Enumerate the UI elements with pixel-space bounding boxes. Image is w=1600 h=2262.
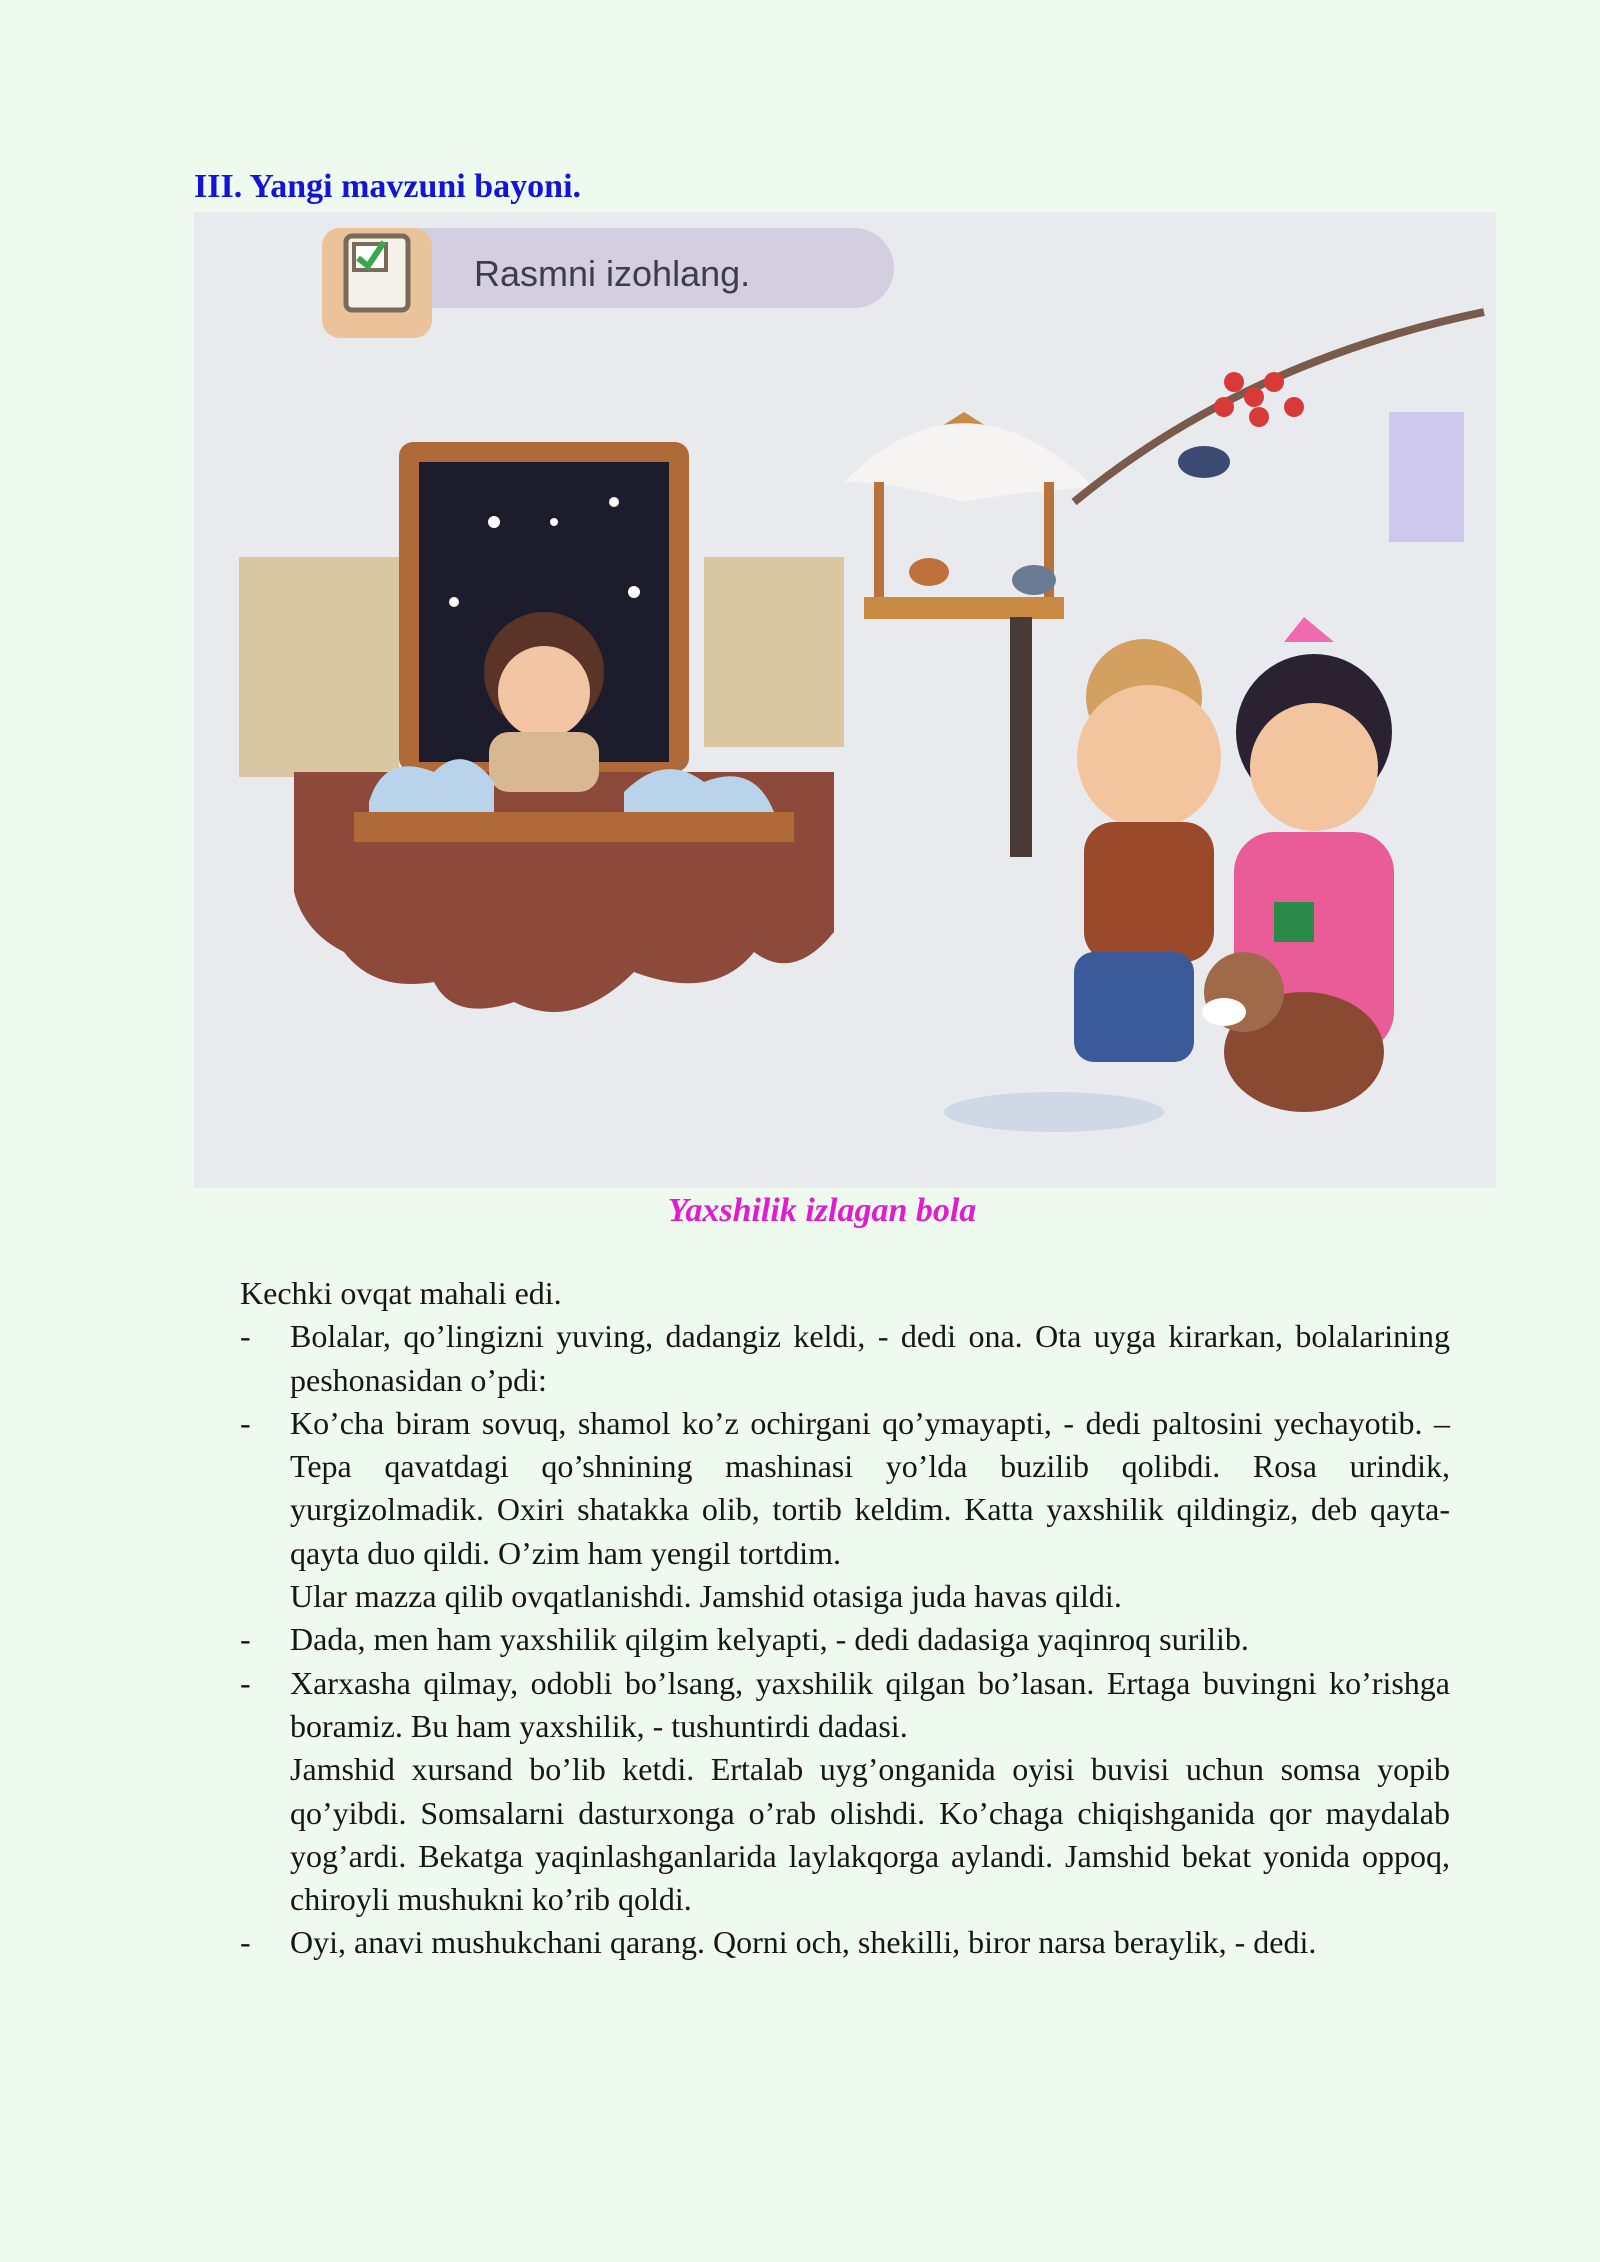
dialogue-text: Xarxasha qilmay, odobli bo’lsang, yaxshilik qilgan bo’lasan. Ertaga buvingni ko’rishga boramiz. Bu ham yaxshilik, - tushuntirdi dadasi. [290,1664,1450,1744]
story-text [240,1272,1450,1965]
dash-mark: - [240,1664,251,1701]
dialogue-line [240,1402,1450,1575]
section-heading: III. Yangi mavzuni bayoni. [194,168,582,205]
dash-mark: - [240,1621,251,1658]
dialogue-text: Dada, men ham yaxshilik qilgim kelyapti, - dedi dadasiga yaqinroq surilib. [290,1621,1249,1658]
dialogue-line [240,1662,1450,1749]
dash-mark: - [240,1404,251,1441]
story-paragraph: Ular mazza qilib ovqatlanishdi. Jamshid otasiga juda havas qildi. [290,1578,1122,1615]
dash-mark: - [240,1318,251,1355]
dialogue-text: Ko’cha biram sovuq, shamol ko’z ochirgani qo’ymayapti, - dedi paltosini yechayotib. – Tepa qavatdagi qo’shnining mashinasi yo’lda buzilib qolibdi. Rosa urindik, yurgizolmadik. Oxiri shatakka olib, tortib keldim. Katta yaxshilik qildingiz, deb qayta-qayta duo qildi. O’zim ham yengil tortdim. [290,1404,1450,1571]
illustration-caption: Yaxshilik izlagan bola [667,1192,977,1229]
dialogue-line [240,1618,1450,1661]
dash-mark: - [240,1924,251,1961]
dialogue-text: Bolalar, qo’lingizni yuving, dadangiz keldi, - dedi ona. Ota uyga kirarkan, bolalarining peshonasidan o’pdi: [290,1318,1450,1398]
checklist-icon [346,236,408,310]
dialogue-line [240,1315,1450,1402]
story-paragraph: Jamshid xursand bo’lib ketdi. Ertalab uyg’onganida oyisi buvisi uchun somsa yopib qo’yibdi. Somsalarni dasturxonga o’rab olishdi. Ko’chaga chiqishganida qor maydalab yog’ardi. Bekatga yaqinlashganlarida laylakqorga aylandi. Jamshid bekat yonida oppoq, chiroyli mushukni ko’rib qoldi. [290,1751,1450,1918]
story-paragraph: Kechki ovqat mahali edi. [240,1275,562,1311]
instruction-label: Rasmni izohlang. [474,253,751,294]
dialogue-text: Oyi, anavi mushukchani qarang. Qorni och, shekilli, biror narsa beraylik, - dedi. [290,1924,1317,1961]
story-illustration [194,212,1496,1188]
dialogue-line [240,1921,1450,1964]
